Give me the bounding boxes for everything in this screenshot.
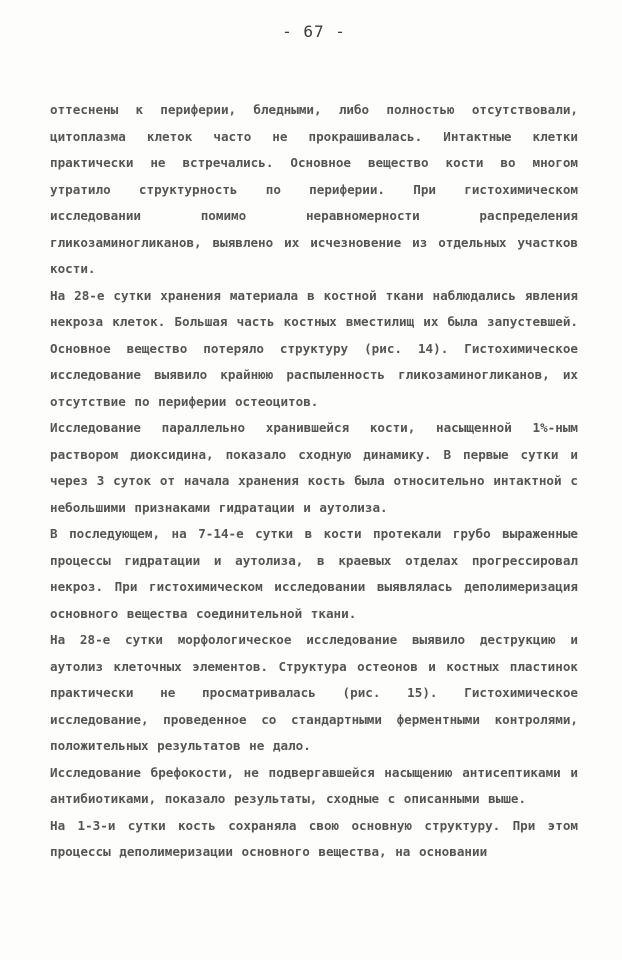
paragraph-3: Исследование параллельно хранившейся кости, насыщенной 1%-ным раствором диоксидина, показало сходную динамику. В первые сутки и через 3 суток от начала хранения кость была относительно интактной с небольшими признаками гидратации и аутолиза. — [50, 420, 578, 515]
paragraph-4: В последующем, на 7-14-е сутки в кости протекали грубо выраженные процессы гидратации и аутолиза, в краевых отделах прогрессировал некроз. При гистохимическом исследовании выявлялась деполимеризация основного вещества соединительной ткани. — [50, 526, 578, 621]
paragraph-6: Исследование брефокости, не подвергавшейся насыщению антисептиками и антибиотиками, показало результаты, сходные с описанными выше. — [50, 764, 578, 806]
paragraph-1: оттеснены к периферии, бледными, либо полностью отсутствовали, цитоплазма клеток часто не прокрашивалась. Интактные клетки практически не встречались. Основное вещество кости во многом утратило структурность по периферии. При гистохимическом исследовании помимо неравномерности распределения гликозаминогликанов, выявлено их исчезновение из отдельных участков кости. — [50, 102, 578, 276]
paragraph-5: На 28-е сутки морфологическое исследование выявило деструкцию и аутолиз клеточных элементов. Структура остеонов и костных пластинок практически не просматривалась (рис. 15). Гистохимическое исследование, проведенное со стандартными ферментными контролями, положительных результатов не дало. — [50, 632, 578, 753]
paragraph-7: На 1-3-и сутки кость сохраняла свою основную структуру. При этом процессы деполимеризации основного вещества, на основании — [50, 817, 578, 859]
page-number: - 67 - — [282, 22, 346, 41]
paragraph-2: На 28-е сутки хранения материала в костной ткани наблюдались явления некроза клеток. Большая часть костных вместилищ их была запустевшей. Основное вещество потеряло структуру (рис. 14). Гистохимическое исследование выявило крайнюю распыленность гликозаминогликанов, их отсутствие по периферии остеоцитов. — [50, 287, 578, 409]
